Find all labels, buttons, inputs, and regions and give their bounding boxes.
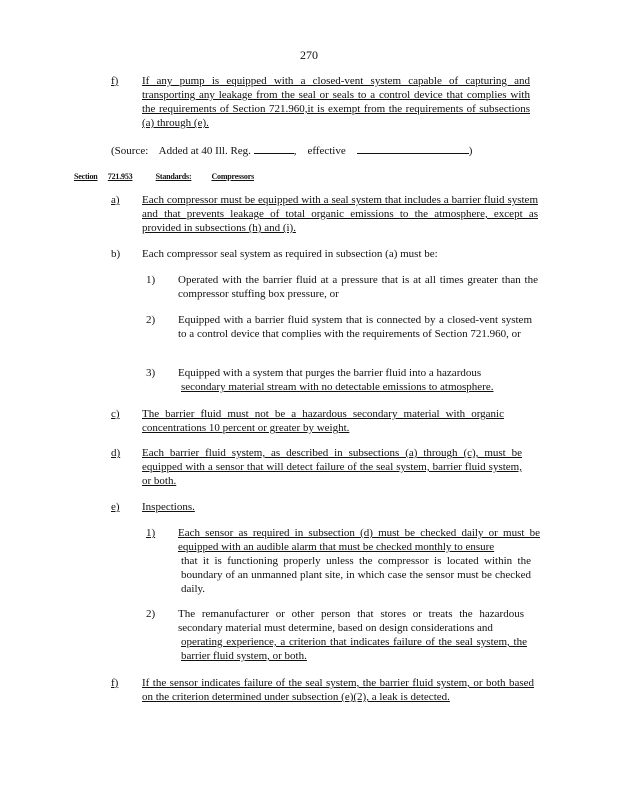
item-e2-text-continued: operating experience, a criterion that indicates failure of the seal system, the barrier fluid system, or both. [181, 636, 527, 662]
source-added: Added at 40 Ill. Reg. [158, 145, 251, 157]
item-e1-text-continued: that it is functioning properly unless the compressor is located within the boundary of an unmanned plant site, in which case the sensor must be checked daily. [181, 555, 531, 595]
item-b3-marker: 3) [146, 367, 156, 379]
item-a-text: Each compressor must be equipped with a seal system that includes a barrier fluid system and that prevents leakage of total organic emissions to the atmosphere, except as provided in subsections (h) and (i). [142, 194, 538, 234]
source-effective: effective [307, 145, 346, 157]
item-b2-text: Equipped with a barrier fluid system that is connected by a closed-vent system to a control device that complies with the requirements of Section 721.960, or [178, 314, 532, 340]
source-line: (Source: Added at 40 Ill. Reg. , effective ) [111, 142, 472, 158]
item-d-text: Each barrier fluid system, as described in subsections (a) through (c), must be equipped with a sensor that will detect failure of the seal system, barrier fluid system, or both. [142, 447, 522, 487]
item-b-marker: b) [111, 248, 121, 260]
register-blank [254, 142, 294, 154]
item-a-marker: a) [111, 194, 120, 206]
section-standards: Standards: [155, 172, 192, 181]
item-e-marker: e) [111, 501, 120, 513]
source-label: (Source: [111, 145, 149, 157]
item-d-marker: d) [111, 447, 121, 459]
item-b1-text: Operated with the barrier fluid at a pressure that is at all times greater than the compressor stuffing box pressure, or [178, 274, 538, 300]
item-c-text: The barrier fluid must not be a hazardous secondary material with organic concentrations 10 percent or greater by weight. [142, 408, 504, 434]
item-e-text: Inspections. [142, 501, 195, 513]
section-heading [74, 170, 271, 184]
item-b3-text: Equipped with a system that purges the barrier fluid into a hazardous [178, 367, 482, 379]
intro-paragraph: If any pump is equipped with a closed-vent system capable of capturing and transporting any leakage from the seal or seals to a control device that complies with the requirements of Section 721.960,it is exempt from the requirements of subsections (a) through (e). [142, 75, 530, 129]
item-e2-marker: 2) [146, 608, 156, 620]
item-b3-text-continued: secondary material stream with no detectable emissions to atmosphere. [181, 381, 494, 393]
item-e1-marker: 1) [146, 527, 156, 539]
section-title: Compressors [211, 172, 254, 181]
item-b-text: Each compressor seal system as required in subsection (a) must be: [142, 248, 438, 260]
item-f-marker: f) [111, 677, 119, 689]
effective-date-blank [357, 142, 469, 154]
intro-marker: f) [111, 75, 119, 87]
item-f-text: If the sensor indicates failure of the seal system, the barrier fluid system, or both based on the criterion determined under subsection (e)(2), a leak is detected. [142, 677, 534, 703]
item-c-marker: c) [111, 408, 120, 420]
section-number: 721.953 [107, 172, 133, 181]
section-word: Section [74, 172, 98, 181]
item-e2-text: The remanufacturer or other person that stores or treats the hazardous secondary material must determine, based on design considerations and [178, 608, 524, 634]
item-b1-marker: 1) [146, 274, 156, 286]
source-close: ) [468, 145, 473, 157]
page-number: 270 [300, 48, 318, 62]
item-b2-marker: 2) [146, 314, 156, 326]
item-e1-text: Each sensor as required in subsection (d) must be checked daily or must be equipped with an audible alarm that must be checked monthly to ensure [178, 527, 540, 553]
